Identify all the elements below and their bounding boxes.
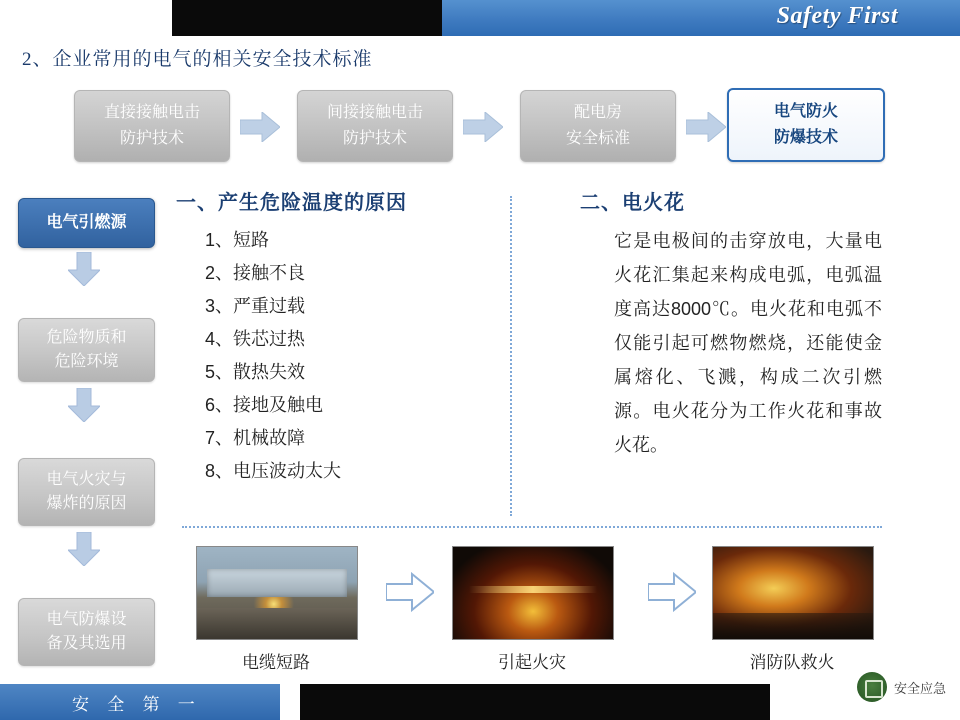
left-flow-item-2[interactable]	[18, 318, 155, 382]
list-item: 5、散热失效	[205, 362, 306, 382]
photo-caption-3: 消防队救火	[749, 653, 835, 672]
flow-arrow-right-3-icon	[686, 112, 726, 142]
flow-step-3-line2: 安全标准	[565, 130, 630, 147]
left-flow-item-4-line2: 备及其选用	[46, 635, 127, 652]
footer-bar	[0, 684, 960, 720]
right-column-heading: 二、电火花	[580, 192, 685, 214]
footer-text: 安 全 第 一	[72, 695, 202, 714]
banner-black-segment	[172, 0, 442, 36]
footer-black-segment	[300, 684, 770, 720]
flow-step-4-line2: 防爆技术	[773, 129, 838, 146]
vertical-dotted-divider	[510, 196, 512, 516]
photo-caption-2: 引起火灾	[498, 653, 566, 672]
left-column-heading: 一、产生危险温度的原因	[176, 192, 407, 214]
spark-description-paragraph: 它是电极间的击穿放电，大量电火花汇集起来构成电弧，电弧温度高达8000℃。电火花和电弧不仅能引起可燃物燃烧，还能使金属熔化、飞溅，构成二次引燃源。电火花分为工作火花和事故火花。	[614, 231, 882, 455]
cause-list	[205, 224, 341, 488]
cable-short-circuit-photo	[196, 546, 358, 640]
list-item: 8、电压波动太大	[205, 461, 342, 481]
left-flow-item-4-line1: 电气防爆设	[46, 611, 127, 628]
flow-step-3-line1: 配电房	[573, 104, 622, 122]
left-flow-arrow-2-icon	[68, 388, 100, 422]
photo-arrow-2-icon	[648, 572, 696, 612]
flow-step-1-line1: 直接接触电击	[103, 104, 200, 122]
flow-step-2[interactable]	[297, 90, 453, 162]
banner-title: Safety First	[776, 3, 898, 29]
flow-arrow-right-2-icon	[463, 112, 503, 142]
flow-step-1[interactable]	[74, 90, 230, 162]
left-flow-item-3-line1: 电气火灾与	[46, 471, 127, 488]
left-flow-item-3-line2: 爆炸的原因	[46, 495, 127, 512]
left-flow-item-2-line2: 危险环境	[54, 353, 119, 370]
flow-step-3[interactable]	[520, 90, 676, 162]
list-item: 4、铁芯过热	[205, 329, 306, 349]
watermark-avatar-icon	[857, 672, 887, 702]
top-banner	[0, 0, 960, 36]
page-title: 2、企业常用的电气的相关安全技术标准	[22, 49, 373, 70]
banner-white-segment	[0, 0, 150, 36]
left-flow-item-3[interactable]	[18, 458, 155, 526]
left-flow-item-4[interactable]	[18, 598, 155, 666]
horizontal-dotted-divider	[182, 526, 882, 528]
building-fire-photo	[452, 546, 614, 640]
flow-step-2-line2: 防护技术	[342, 130, 407, 147]
watermark-label: 安全应急	[893, 680, 946, 696]
flow-step-4-line1: 电气防火	[773, 103, 838, 121]
list-item: 3、严重过载	[205, 296, 306, 316]
firefighting-photo	[712, 546, 874, 640]
left-flow-arrow-1-icon	[68, 252, 100, 286]
watermark	[857, 672, 946, 702]
left-flow-item-1[interactable]	[18, 198, 155, 248]
list-item: 2、接触不良	[205, 263, 306, 283]
photo-arrow-1-icon	[386, 572, 434, 612]
flow-step-2-line1: 间接接触电击	[326, 104, 423, 122]
list-item: 1、短路	[205, 230, 270, 250]
photo-caption-1: 电缆短路	[242, 653, 310, 672]
left-flow-item-1-label: 电气引燃源	[46, 214, 127, 231]
list-item: 6、接地及触电	[205, 395, 324, 415]
flow-arrow-right-1-icon	[240, 112, 280, 142]
flow-step-4-active[interactable]	[727, 88, 885, 162]
list-item: 7、机械故障	[205, 428, 306, 448]
left-flow-item-2-line1: 危险物质和	[46, 329, 127, 346]
left-flow-arrow-3-icon	[68, 532, 100, 566]
flow-step-1-line2: 防护技术	[119, 130, 184, 147]
